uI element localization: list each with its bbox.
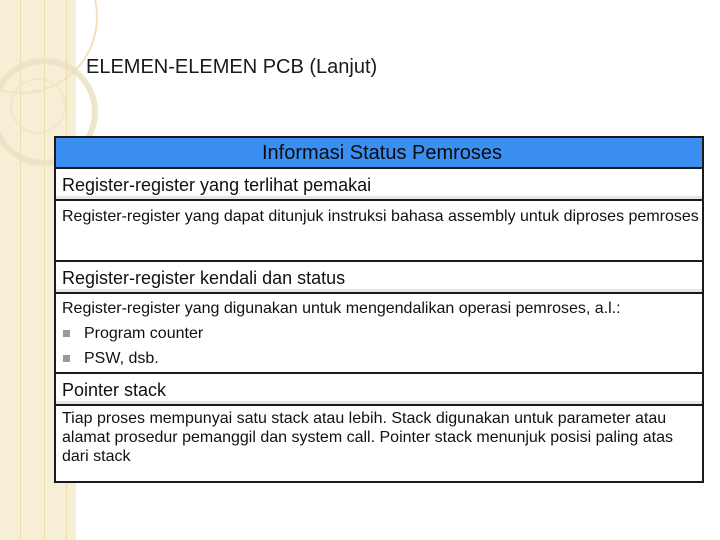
bullet-text: Program counter — [84, 325, 204, 342]
bullet-text: PSW, dsb. — [84, 350, 159, 367]
section-heading-control-registers: Register-register kendali dan status — [56, 262, 702, 294]
slide-title: ELEMEN-ELEMEN PCB (Lanjut) — [86, 56, 378, 78]
section-heading-visible-registers: Register-register yang terlihat pemakai — [56, 169, 702, 201]
section-text-visible-registers: Register-register yang dapat ditunjuk instruksi bahasa assembly untuk diproses pemroses — [56, 201, 702, 262]
bullet-item — [62, 321, 702, 346]
section-body-control-registers — [56, 294, 702, 374]
section-heading-pointer-stack: Pointer stack — [56, 374, 702, 406]
section-text-pointer-stack: Tiap proses mempunyai satu stack atau lebih. Stack digunakan untuk parameter atau alamat prosedur pemanggil dan system call. Pointer stack menunjuk posisi paling atas dari stack — [62, 410, 673, 465]
section-text-control-registers: Register-register yang digunakan untuk mengendalikan operasi pemroses, a.l.: — [62, 300, 621, 317]
square-bullet-icon — [63, 330, 70, 337]
bullet-item — [62, 346, 702, 371]
info-table — [54, 136, 704, 483]
table-header: Informasi Status Pemroses — [56, 138, 702, 169]
square-bullet-icon — [63, 355, 70, 362]
decorative-circle — [10, 78, 66, 134]
